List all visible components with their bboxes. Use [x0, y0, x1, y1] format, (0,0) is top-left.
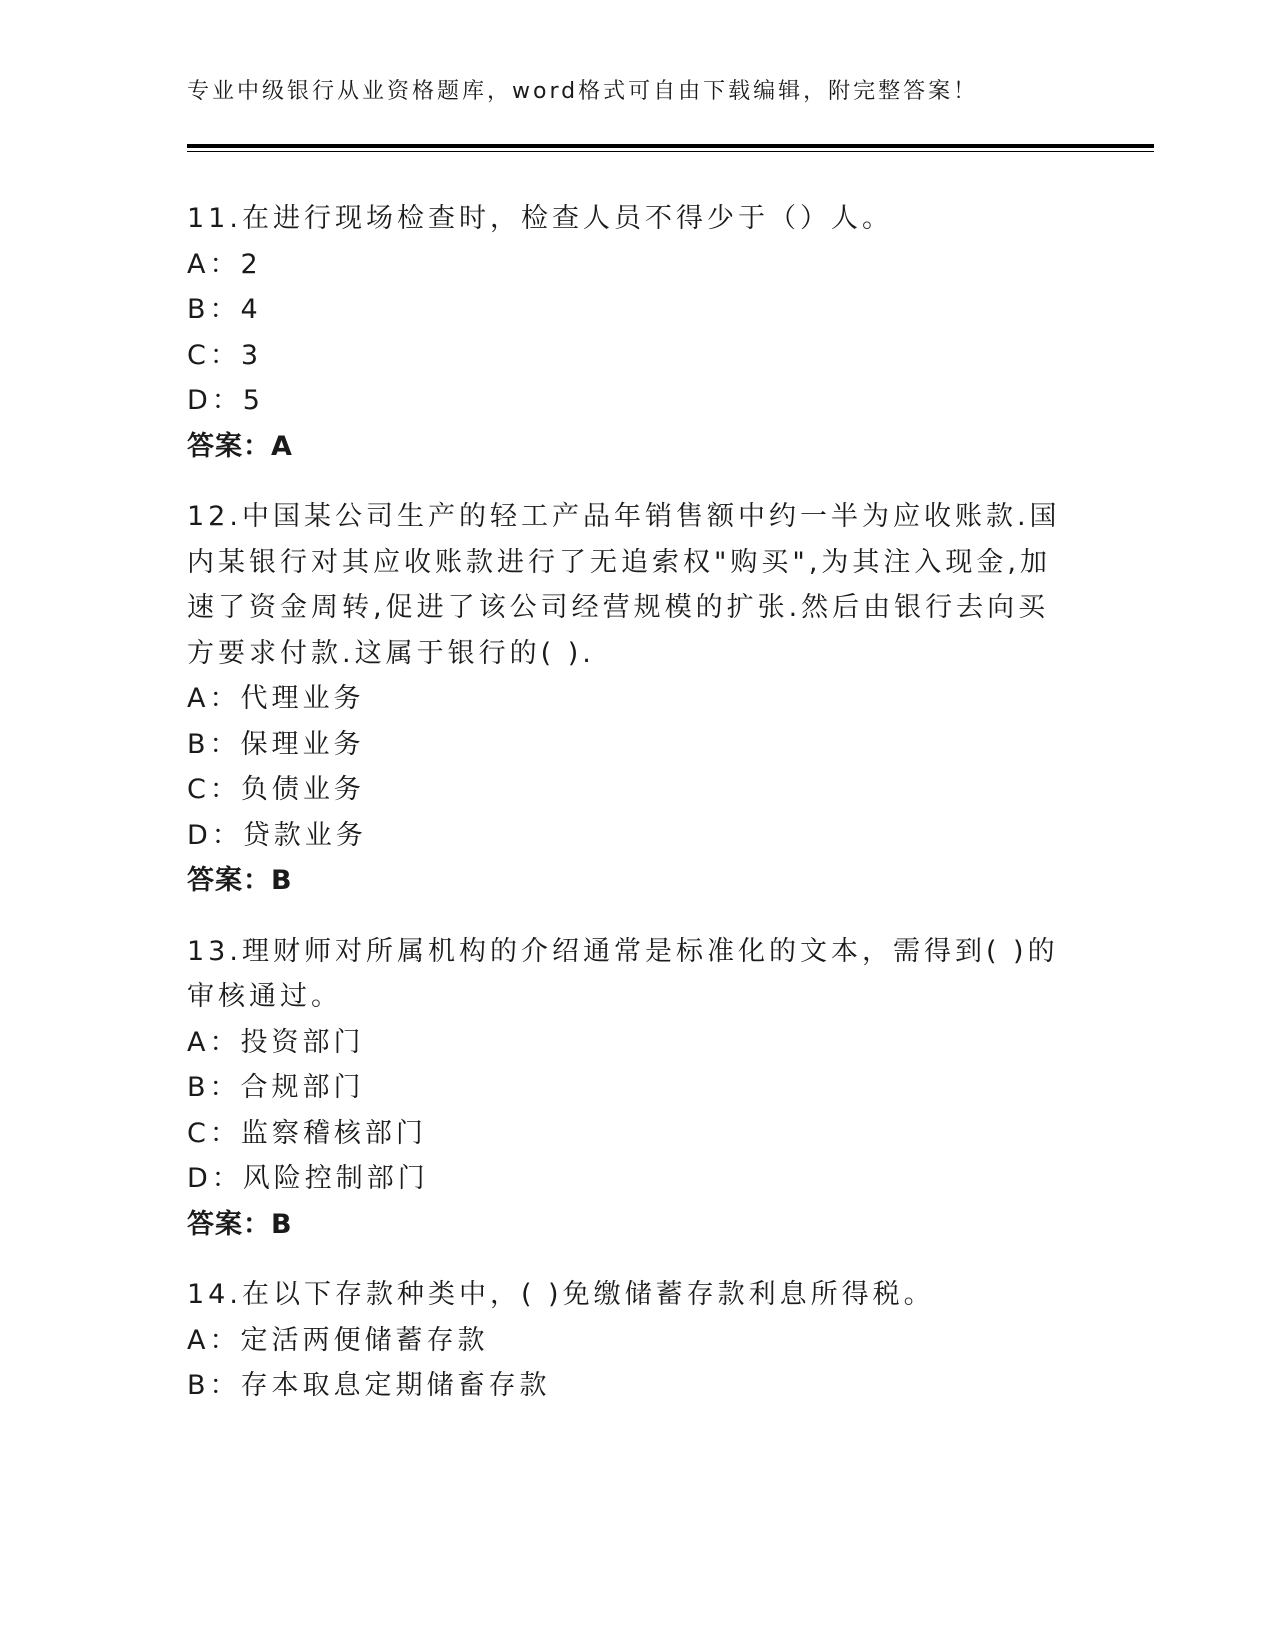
option-b: B：4	[187, 294, 262, 325]
question-12	[187, 494, 1087, 904]
question-stem: 13.理财师对所属机构的介绍通常是标准化的文本，需得到( )的审核通过。	[187, 935, 1059, 1012]
option-d: D：5	[187, 385, 264, 416]
answer-text: 答案：B	[187, 865, 293, 896]
answer-text: 答案：A	[187, 430, 293, 462]
option-d: D：风险控制部门	[187, 1163, 429, 1194]
question-11	[187, 196, 1087, 469]
answer-text: 答案：B	[187, 1208, 293, 1240]
option-a: A：定活两便储蓄存款	[187, 1324, 489, 1356]
header-divider-thick	[187, 144, 1154, 148]
option-a: A：2	[187, 248, 262, 280]
option-a: A：代理业务	[187, 683, 365, 714]
option-c: C：监察稽核部门	[187, 1117, 427, 1149]
option-a: A：投资部门	[187, 1026, 365, 1058]
option-d: D：贷款业务	[187, 819, 367, 851]
option-b: B：合规部门	[187, 1072, 365, 1103]
question-stem: 14.在以下存款种类中，( )免缴储蓄存款利息所得税。	[187, 1279, 935, 1310]
option-c: C：负债业务	[187, 774, 365, 805]
question-13	[187, 929, 1087, 1248]
question-list	[187, 196, 1087, 1434]
question-14	[187, 1272, 1087, 1409]
page-header-title: 专业中级银行从业资格题库，word格式可自由下载编辑，附完整答案！	[187, 79, 979, 104]
option-c: C：3	[187, 339, 263, 371]
option-b: B：保理业务	[187, 728, 365, 760]
header-divider-thin	[187, 151, 1154, 152]
question-stem: 11.在进行现场检查时，检查人员不得少于（）人。	[187, 203, 893, 234]
option-b: B：存本取息定期储畜存款	[187, 1370, 551, 1401]
question-stem: 12.中国某公司生产的轻工产品年销售额中约一半为应收账款.国内某银行对其应收账款进行了无追索权"购买",为其注入现金,加速了资金周转,促进了该公司经营规模的扩张.然后由银行去向买方要求付款.这属于银行的( ).	[187, 501, 1061, 669]
